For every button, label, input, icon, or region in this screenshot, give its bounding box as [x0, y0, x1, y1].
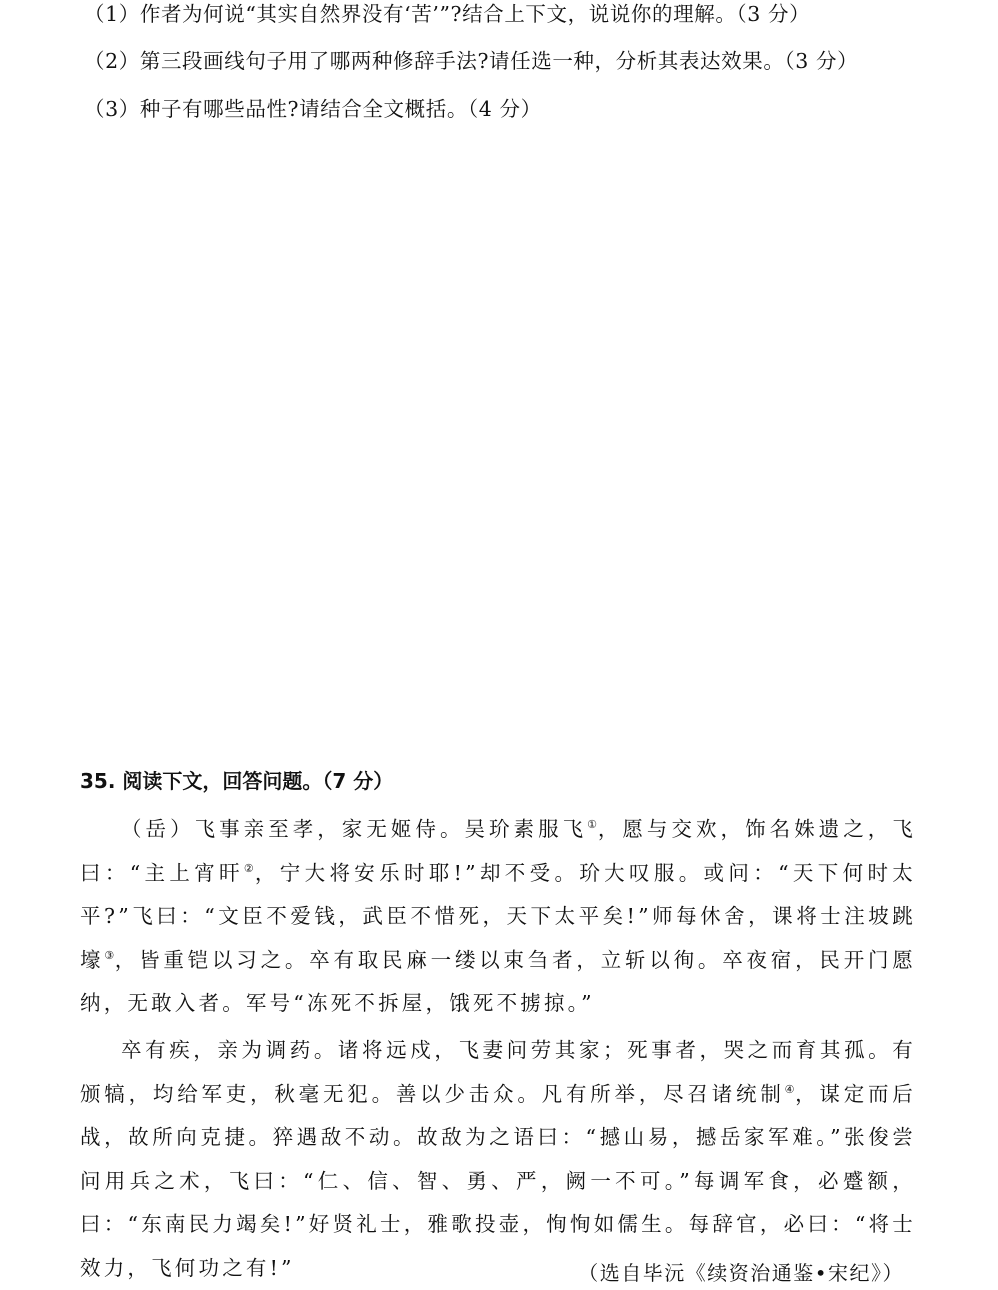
passage-paragraph-1: [80, 808, 916, 1026]
passage-paragraph-2: [80, 1029, 916, 1290]
footnote-mark: ④: [784, 1082, 796, 1096]
passage-source: （选自毕沅《续资治通鉴•宋纪》）: [578, 1261, 904, 1285]
passage-text: 卒有疾，亲为调药。诸将远戍，飞妻问劳其家；死事者，哭之而育其孤。有颁犒，均给军吏，秋毫无犯。善以少击众。凡有所举，尽召诸统制: [80, 1038, 916, 1106]
passage-text: ，皆重铠以习之。卒有取民麻一缕以束刍者，立斩以徇。卒夜宿，民开门愿纳，无敢入者。军号“冻死不拆屋，饿死不掳掠。”: [80, 947, 916, 1015]
question-2: （2）第三段画线句子用了哪两种修辞手法?请任选一种，分析其表达效果。（3 分）: [84, 49, 859, 73]
footnote-mark: ②: [243, 861, 255, 875]
section-heading: 35. 阅读下文，回答问题。（7 分）: [80, 769, 394, 793]
passage-text: （岳）飞事亲至孝，家无姬侍。吴玠素服飞: [121, 817, 588, 841]
question-1: （1）作者为何说“其实自然界没有‘苦’”?结合上下文，说说你的理解。（3 分）: [84, 2, 811, 26]
question-3: （3）种子有哪些品性?请结合全文概括。（4 分）: [84, 97, 542, 121]
passage-text: ，谋定而后战，故所向克捷。猝遇敌不动。故敌为之语曰：“撼山易，撼岳家军难。”张俊尝问用兵之术，飞曰：“仁、信、智、勇、严，阙一不可。”每调军食，必蹙额，曰：“东南民力竭矣!”好贤礼士，雅歌投壶，恂恂如儒生。每辞官，必曰：“将士效力，飞何功之有!”: [80, 1081, 916, 1280]
passage-text: ，愿与交欢，饰名姝遗之，飞曰：“主上宵旰: [80, 817, 916, 885]
footnote-mark: ①: [587, 818, 598, 832]
footnote-mark: ③: [104, 948, 115, 962]
passage-text: ，宁大将安乐时耶!”却不受。玠大叹服。或问：“天下何时太平?”飞曰：“文臣不爱钱，武臣不惜死，天下太平矣!”师每休舍，课将士注坡跳壕: [80, 860, 916, 972]
